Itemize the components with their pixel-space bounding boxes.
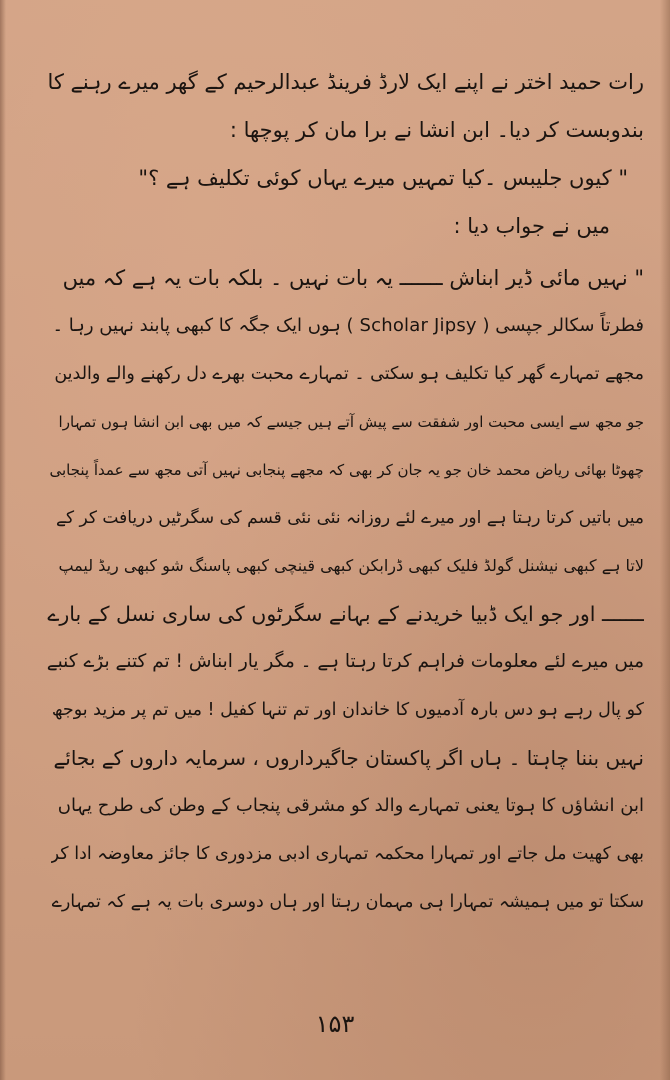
text-line: " نہیں مائی ڈیر ابناش ـــــــ یہ بات نہیں ۔ بلکہ بات یہ ہے کہ میں (62, 266, 644, 290)
text-line: بندوبست کر دیا۔ ابن انشا نے برا مان کر پوچھا : (229, 118, 644, 142)
text-line: ـــــــ اور جو ایک ڈبیا خریدنے کے بہانے سگرٹوں کی ساری نسل کے بارے (47, 602, 644, 626)
text-line: لاتا ہے کبھی نیشنل گولڈ فلیک کبھی ڈرابکن کبھی قینچی کبھی پاسنگ شو کبھی ریڈ لیمپ (58, 556, 644, 575)
page-number: ۱۵۳ (315, 1010, 355, 1038)
text-line: میں باتیں کرتا رہتا ہے اور میرے لئے روزانہ نئی نئی قسم کی سگرٹیں دریافت کر کے (56, 508, 644, 528)
text-line: چھوٹا بھائی ریاض محمد خان جو یہ جان کر بھی کہ مجھے پنجابی نہیں آتی مجھ سے عمداً پنجابی (49, 461, 644, 479)
text-line: جو مجھ سے ایسی محبت اور شفقت سے پیش آتے ہیں جیسے کہ میں بھی ابن انشا ہوں تمہارا (58, 413, 644, 431)
text-line: ابن انشاؤں کا ہوتا یعنی تمہارے والد کو مشرقی پنجاب کے وطن کی طرح یہاں (57, 795, 644, 816)
text-line: سکتا تو میں ہمیشہ تمہارا ہی مہمان رہتا اور ہاں دوسری بات یہ ہے کہ تمہارے (51, 892, 644, 912)
text-line: بھی کھیت مل جاتے اور تمہارا محکمہ تمہاری ادبی مزدوری کا جائز معاوضہ ادا کر (50, 844, 644, 864)
text-line: " کیوں جلیبس ۔کیا تمہیں میرے یہاں کوئی تکلیف ہے ؟" (138, 166, 628, 190)
text-line: میں میرے لئے معلومات فراہم کرتا رہتا ہے ۔ مگر یار ابناش ! تم کتنے بڑے کنبے (46, 651, 644, 672)
text-line: کو پال رہے ہو دس بارہ آدمیوں کا خاندان اور تم تنہا کفیل ! میں تم پر مزید بوجھ (51, 700, 644, 720)
text-line: میں نے جواب دیا : (453, 214, 610, 238)
text-line: رات حمید اختر نے اپنے ایک لارڈ فرینڈ عبدالرحیم کے گھر میرے رہنے کا (47, 70, 644, 94)
text-line: نہیں بننا چاہتا ۔ ہاں اگر پاکستان جاگیرداروں ، سرمایہ داروں کے بجائے (53, 746, 644, 770)
text-line: فطرتاً سکالر جپسی ( Scholar Jipsy ) ہوں ایک جگہ کا کبھی پابند نہیں رہا ۔ (52, 315, 644, 336)
text-line: مجھے تمہارے گھر کیا تکلیف ہو سکتی ۔ تمہارے محبت بھرے دل رکھنے والے والدین (54, 364, 644, 384)
